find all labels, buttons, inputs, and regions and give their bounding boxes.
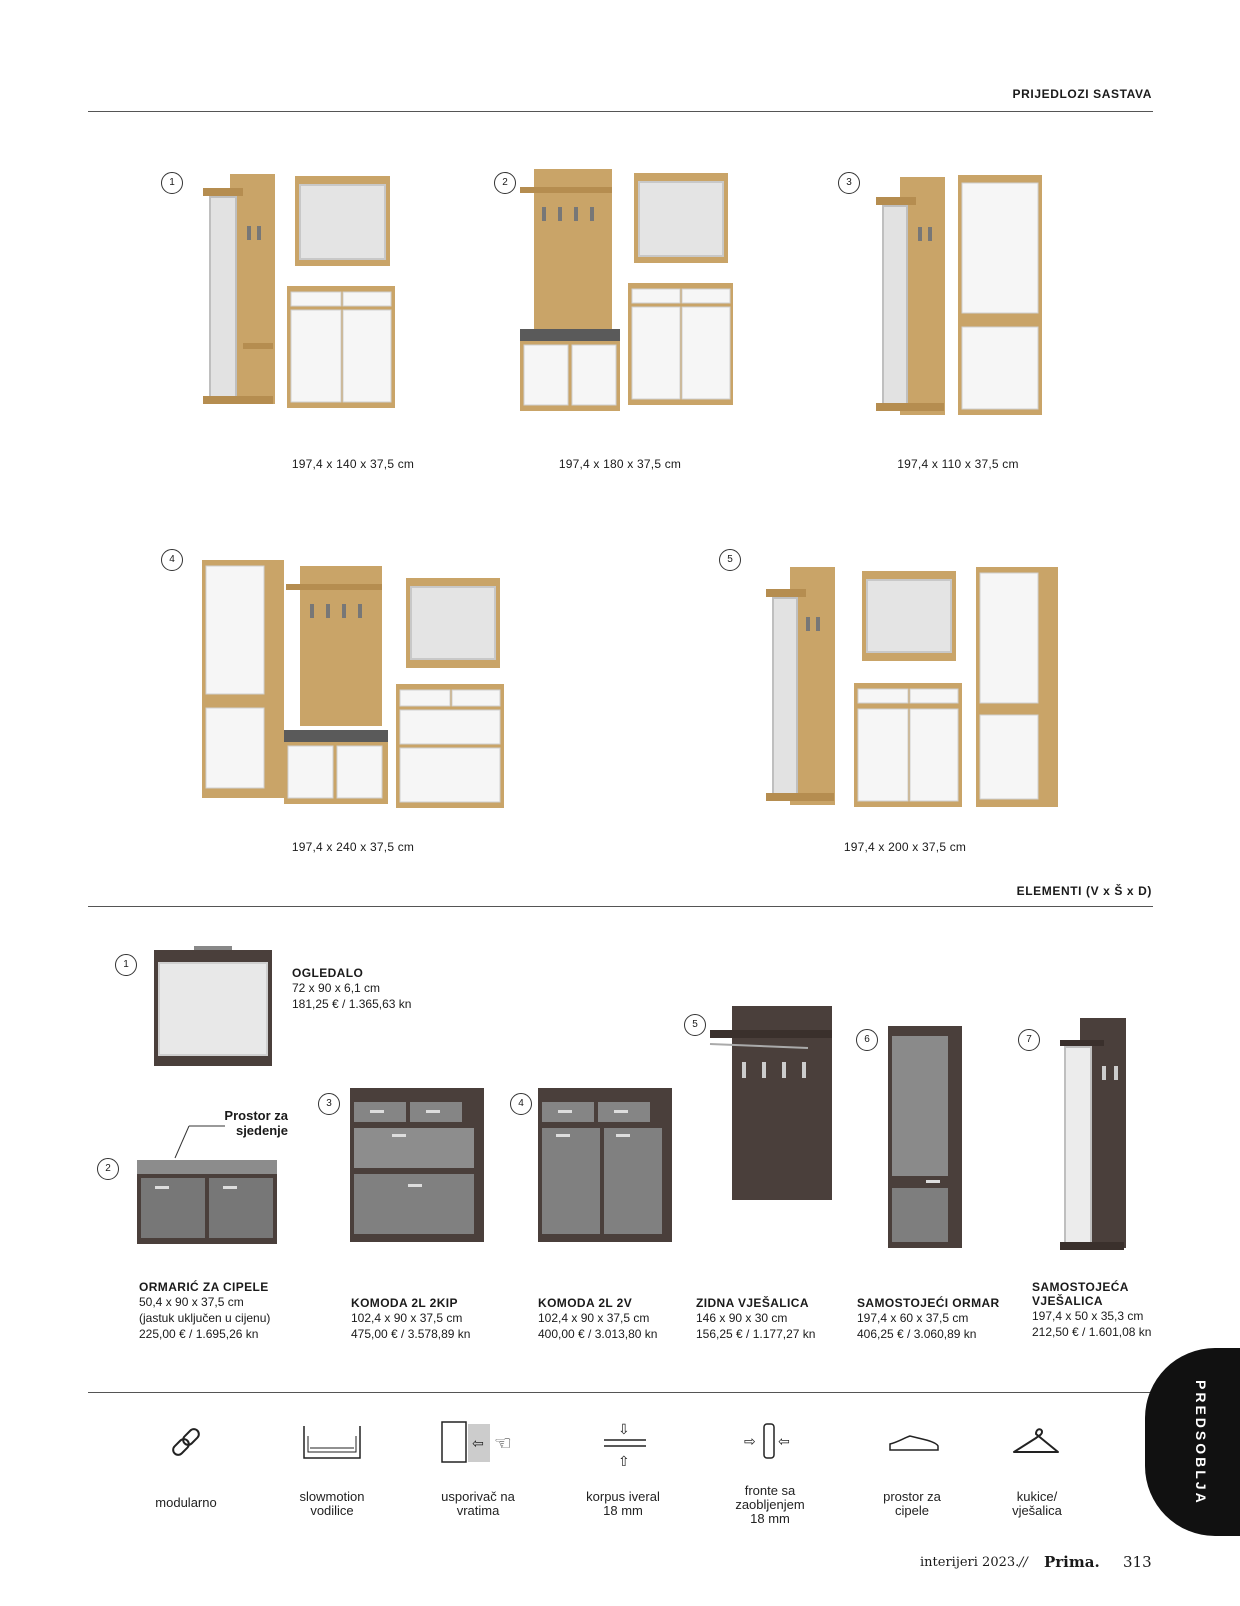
element-dimensions: 72 x 90 x 6,1 cm	[292, 981, 381, 995]
element-dimensions: 197,4 x 60 x 37,5 cm	[857, 1311, 969, 1325]
chain-link-icon	[166, 1424, 206, 1464]
shoe-cabinet-image	[135, 1120, 285, 1250]
composition-dimensions: 197,4 x 180 x 37,5 cm	[558, 457, 682, 471]
element-price: 225,00 € / 1.695,26 kn	[139, 1327, 259, 1341]
element-6-info	[857, 1296, 1017, 1342]
feature-label-line: slowmotion	[299, 1489, 365, 1504]
feature-label-line: zaobljenjem	[735, 1497, 805, 1512]
section-title-suggestions: PRIJEDLOZI SASTAVA	[1012, 87, 1152, 101]
element-number: 5	[684, 1014, 706, 1036]
drawer-slide-icon	[300, 1422, 364, 1462]
feature-label-damper	[413, 1490, 543, 1518]
svg-text:⇨: ⇨	[744, 1434, 756, 1450]
hanger-icon	[1012, 1424, 1060, 1458]
element-dimensions: 50,4 x 90 x 37,5 cm	[139, 1295, 244, 1309]
composition-dimensions: 197,4 x 200 x 37,5 cm	[843, 840, 967, 854]
feature-label-corpus	[558, 1490, 688, 1518]
feature-label-line: 18 mm	[603, 1503, 643, 1518]
composition-number: 1	[161, 172, 183, 194]
composition-1-image	[195, 168, 405, 418]
element-number: 3	[318, 1093, 340, 1115]
element-name: ZIDNA VJEŠALICA	[696, 1296, 809, 1310]
element-3-info	[351, 1296, 521, 1342]
element-name: ORMARIĆ ZA CIPELE	[139, 1280, 269, 1294]
door-damper-icon	[440, 1420, 520, 1464]
feature-label-line: prostor za	[883, 1489, 941, 1504]
element-number: 7	[1018, 1029, 1040, 1051]
footer-separator: //	[1019, 1555, 1028, 1570]
shoe-icon	[888, 1428, 940, 1456]
divider	[88, 111, 1153, 112]
mirror-image	[150, 946, 276, 1070]
element-name: SAMOSTOJEĆI ORMAR	[857, 1296, 1000, 1310]
feature-label-line: 18 mm	[750, 1511, 790, 1526]
element-dimensions: 102,4 x 90 x 37,5 cm	[538, 1311, 650, 1325]
feature-label-line: modularno	[155, 1495, 217, 1510]
feature-label-slowmotion	[267, 1490, 397, 1518]
svg-text:☜: ☜	[494, 1431, 512, 1455]
callout-line: Prostor za	[224, 1108, 288, 1123]
feature-label-line: vješalica	[1012, 1503, 1062, 1518]
feature-label-line: cipele	[895, 1503, 929, 1518]
divider	[88, 906, 1153, 907]
standing-hanger-image	[1056, 1016, 1136, 1252]
element-name: OGLEDALO	[292, 966, 364, 980]
element-5-info	[696, 1296, 866, 1342]
composition-number: 4	[161, 549, 183, 571]
feature-label-line: fronte sa	[744, 1483, 796, 1498]
svg-text:⇦: ⇦	[778, 1434, 790, 1450]
composition-2-image	[520, 165, 755, 420]
element-1-info	[292, 966, 462, 1012]
element-7-info	[1032, 1280, 1202, 1340]
feature-label-line: kukice/	[1016, 1489, 1058, 1504]
feature-label-modular	[121, 1496, 251, 1510]
composition-number: 5	[719, 549, 741, 571]
element-note: (jastuk uključen u cijenu)	[139, 1311, 271, 1325]
composition-3-image	[870, 175, 1050, 420]
feature-label-line: vodilice	[310, 1503, 354, 1518]
feature-label-fronts	[705, 1484, 835, 1526]
element-name: VJEŠALICA	[1032, 1294, 1103, 1308]
svg-text:⇧: ⇧	[618, 1454, 630, 1468]
dresser-2l-2v-image	[536, 1086, 676, 1246]
svg-text:⇦: ⇦	[472, 1436, 484, 1452]
feature-label-hooks	[972, 1490, 1102, 1518]
element-number: 4	[510, 1093, 532, 1115]
composition-dimensions: 197,4 x 110 x 37,5 cm	[897, 457, 1019, 471]
composition-dimensions: 197,4 x 140 x 37,5 cm	[291, 457, 415, 471]
composition-4-image	[198, 558, 508, 816]
element-price: 181,25 € / 1.365,63 kn	[292, 997, 412, 1011]
feature-label-shoes	[847, 1490, 977, 1518]
feature-label-line: korpus iveral	[586, 1489, 660, 1504]
composition-5-image	[762, 565, 1062, 815]
element-dimensions: 102,4 x 90 x 37,5 cm	[351, 1311, 463, 1325]
element-dimensions: 197,4 x 50 x 35,3 cm	[1032, 1309, 1144, 1323]
footer-brand-logo: Prima.	[1044, 1553, 1100, 1571]
element-number: 6	[856, 1029, 878, 1051]
section-title-elements: ELEMENTI (V x Š x D)	[1016, 884, 1152, 898]
composition-number: 2	[494, 172, 516, 194]
element-4-info	[538, 1296, 708, 1342]
svg-text:⇩: ⇩	[618, 1422, 630, 1438]
element-2-info	[139, 1280, 329, 1342]
element-price: 400,00 € / 3.013,80 kn	[538, 1327, 658, 1341]
composition-number: 3	[838, 172, 860, 194]
element-name: SAMOSTOJEĆA	[1032, 1280, 1129, 1294]
element-name: KOMODA 2L 2KIP	[351, 1296, 458, 1310]
element-name: KOMODA 2L 2V	[538, 1296, 633, 1310]
divider	[88, 1392, 1153, 1393]
callout-line: sjedenje	[235, 1123, 288, 1138]
panel-thickness-icon	[600, 1416, 650, 1468]
dresser-2l-2kip-image	[348, 1086, 488, 1246]
wardrobe-image	[886, 1024, 966, 1252]
section-side-tab-label: PREDSOBLJA	[1193, 1380, 1209, 1506]
composition-dimensions: 197,4 x 240 x 37,5 cm	[291, 840, 415, 854]
element-price: 156,25 € / 1.177,27 kn	[696, 1327, 816, 1341]
element-price: 406,25 € / 3.060,89 kn	[857, 1327, 977, 1341]
element-number: 2	[97, 1158, 119, 1180]
footer-magazine: interijeri 2023.	[920, 1555, 1020, 1570]
element-dimensions: 146 x 90 x 30 cm	[696, 1311, 788, 1325]
feature-label-line: usporivač na	[441, 1489, 515, 1504]
feature-label-line: vratima	[456, 1503, 500, 1518]
page-number: 313	[1123, 1553, 1152, 1571]
rounded-front-icon	[742, 1420, 798, 1460]
wall-hanger-image	[708, 1004, 858, 1204]
element-price: 212,50 € / 1.601,08 kn	[1032, 1325, 1152, 1339]
element-price: 475,00 € / 3.578,89 kn	[351, 1327, 471, 1341]
element-number: 1	[115, 954, 137, 976]
